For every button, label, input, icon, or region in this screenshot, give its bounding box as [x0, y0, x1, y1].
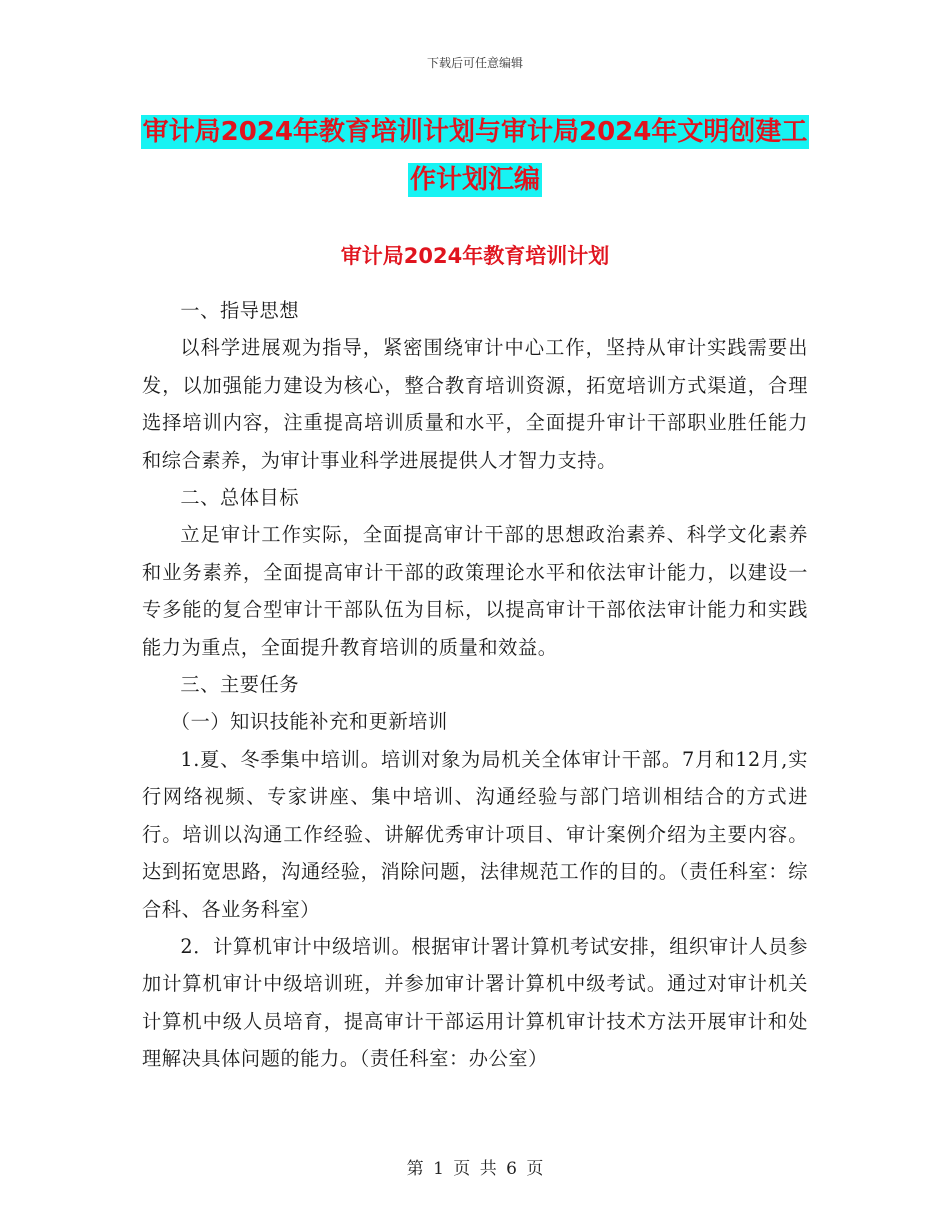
document-title — [140, 108, 810, 204]
document-title-text: 审计局2024年教育培训计划与审计局2024年文明创建工作计划汇编 — [142, 117, 808, 195]
heading-main-tasks: 三、主要任务 — [180, 673, 300, 697]
heading-overall-goal: 二、总体目标 — [180, 486, 300, 510]
document-body — [142, 292, 808, 1078]
paragraph-computer-audit-training: 2．计算机审计中级培训。根据审计署计算机考试安排，组织审计人员参加计算机审计中级培训班，并参加审计署计算机中级考试。通过对审计机关计算机中级人员培育，提高审计干部运用计算机审计技术方法开展审计和处理解决具体问题的能力。（责任科室：办公室） — [142, 934, 808, 1071]
page-footer: 第 1 页 共 6 页 — [406, 1159, 544, 1179]
paragraph-seasonal-training: 1.夏、冬季集中培训。培训对象为局机关全体审计干部。7月和12月,实行网络视频、专家讲座、集中培训、沟通经验与部门培训相结合的方式进行。培训以沟通工作经验、讲解优秀审计项目、审计案例介绍为主要内容。达到拓宽思路，沟通经验，消除问题，法律规范工作的目的。（责任科室：综合科、各业务科室） — [142, 747, 808, 921]
section-title: 审计局2024年教育培训计划 — [340, 244, 610, 268]
page-header-note: 下载后可任意编辑 — [426, 56, 523, 70]
subheading-knowledge-training: （一）知识技能补充和更新培训 — [170, 710, 448, 734]
paragraph-guiding-ideology: 以科学进展观为指导，紧密围绕审计中心工作，坚持从审计实践需要出发，以加强能力建设为核心，整合教育培训资源，拓宽培训方式渠道，合理选择培训内容，注重提高培训质量和水平，全面提升审计干部职业胜任能力和综合素养，为审计事业科学进展提供人才智力支持。 — [142, 336, 808, 472]
heading-guiding-ideology: 一、指导思想 — [180, 299, 300, 322]
paragraph-overall-goal: 立足审计工作实际，全面提高审计干部的思想政治素养、科学文化素养和业务素养，全面提高审计干部的政策理论水平和依法审计能力，以建设一专多能的复合型审计干部队伍为目标，以提高审计干部依法审计能力和实践能力为重点，全面提升教育培训的质量和效益。 — [142, 523, 808, 659]
